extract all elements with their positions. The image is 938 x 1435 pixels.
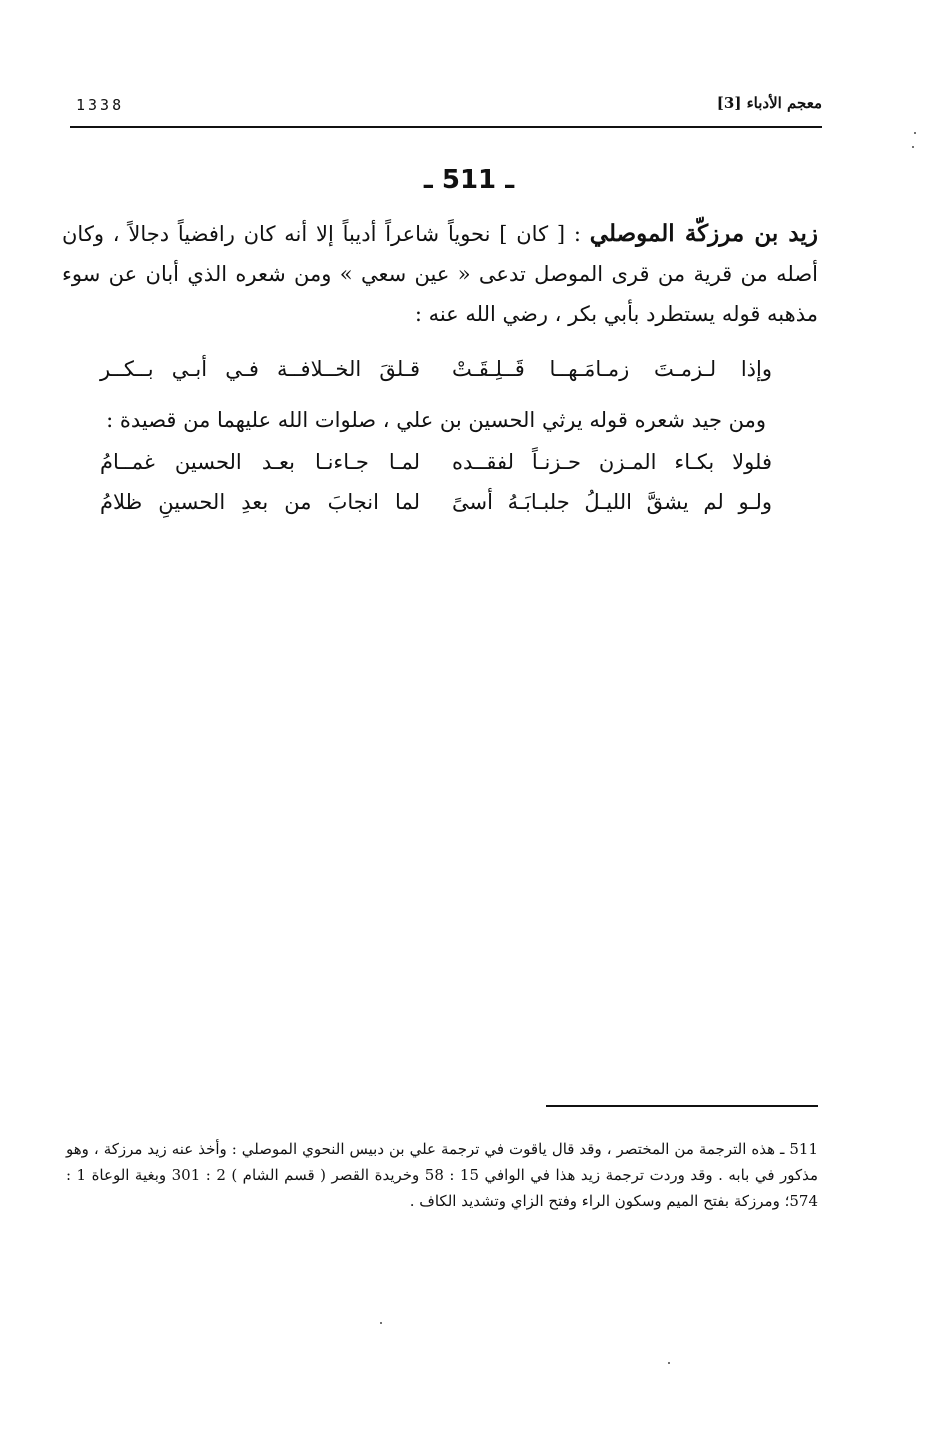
verse-first-hemistich: فلولا بكـاء المـزن حـزنـاً لفقــده [452, 450, 772, 474]
footnote-rule [546, 1105, 818, 1107]
scan-speck [912, 146, 914, 148]
verse-first-hemistich: ولـو لم يشقَّ الليـلُ جلبـابَـهُ أسىً [452, 490, 772, 514]
entry-body [62, 214, 818, 334]
scan-speck [668, 1362, 670, 1364]
verse-line [100, 482, 772, 522]
page-number: 1338 [76, 96, 125, 114]
entry-number: ـ 511 ـ [423, 165, 515, 195]
entry-intro-text: : [ كان ] نحوياً شاعراً أديباً إلا أنه كان رافضياً دجالاً ، وكان أصله من قرية من قرى الموصل تدعى « عين سعي » ومن شعره الذي أبان عن سوء مذهبه قوله يستطرد بأبي بكر ، رضي الله عنه : [62, 222, 818, 326]
scan-speck [914, 132, 916, 134]
scan-speck [380, 1322, 382, 1324]
header-rule [70, 126, 822, 128]
verse-block-2 [100, 442, 772, 522]
verse-line [100, 442, 772, 482]
poem-intro: ومن جيد شعره قوله يرثي الحسين بن علي ، صلوات الله عليهما من قصيدة : [106, 408, 766, 432]
verse-block-1 [100, 349, 772, 389]
verse-line [100, 349, 772, 389]
footnote: 511 ـ هذه الترجمة من المختصر ، وقد قال ياقوت في ترجمة علي بن دبيس النحوي الموصلي : وأخذ عنه زيد مرزكة ، وهو مذكور في بابه . وقد وردت ترجمة زيد هذا في الوافي 15 : 58 وخريدة القصر ( قسم الشام ) 2 : 301 وبغية الوعاة 1 : 574؛ ومرزكة بفتح الميم وسكون الراء وفتح الزاي وتشديد الكاف . [66, 1140, 819, 1210]
verse-first-hemistich: وإذا لـزمـتَ زمـامَـهــا قَــلِـقَـتْ [452, 357, 772, 381]
page-header [70, 94, 822, 124]
running-title: معجم الأدباء [3] [716, 94, 822, 112]
verse-second-hemistich: قـلقَ الخــلافــة فـي أبـي بــكــر [100, 357, 420, 381]
verse-second-hemistich: لمـا جـاءنـا بعـد الحسين غمــامُ [100, 450, 420, 474]
entry-paragraph [62, 214, 818, 334]
subject-name: زيد بن مرزكّة الموصلي [589, 220, 818, 247]
verse-second-hemistich: لما انجابَ من بعدِ الحسينِ ظلامُ [100, 490, 420, 514]
